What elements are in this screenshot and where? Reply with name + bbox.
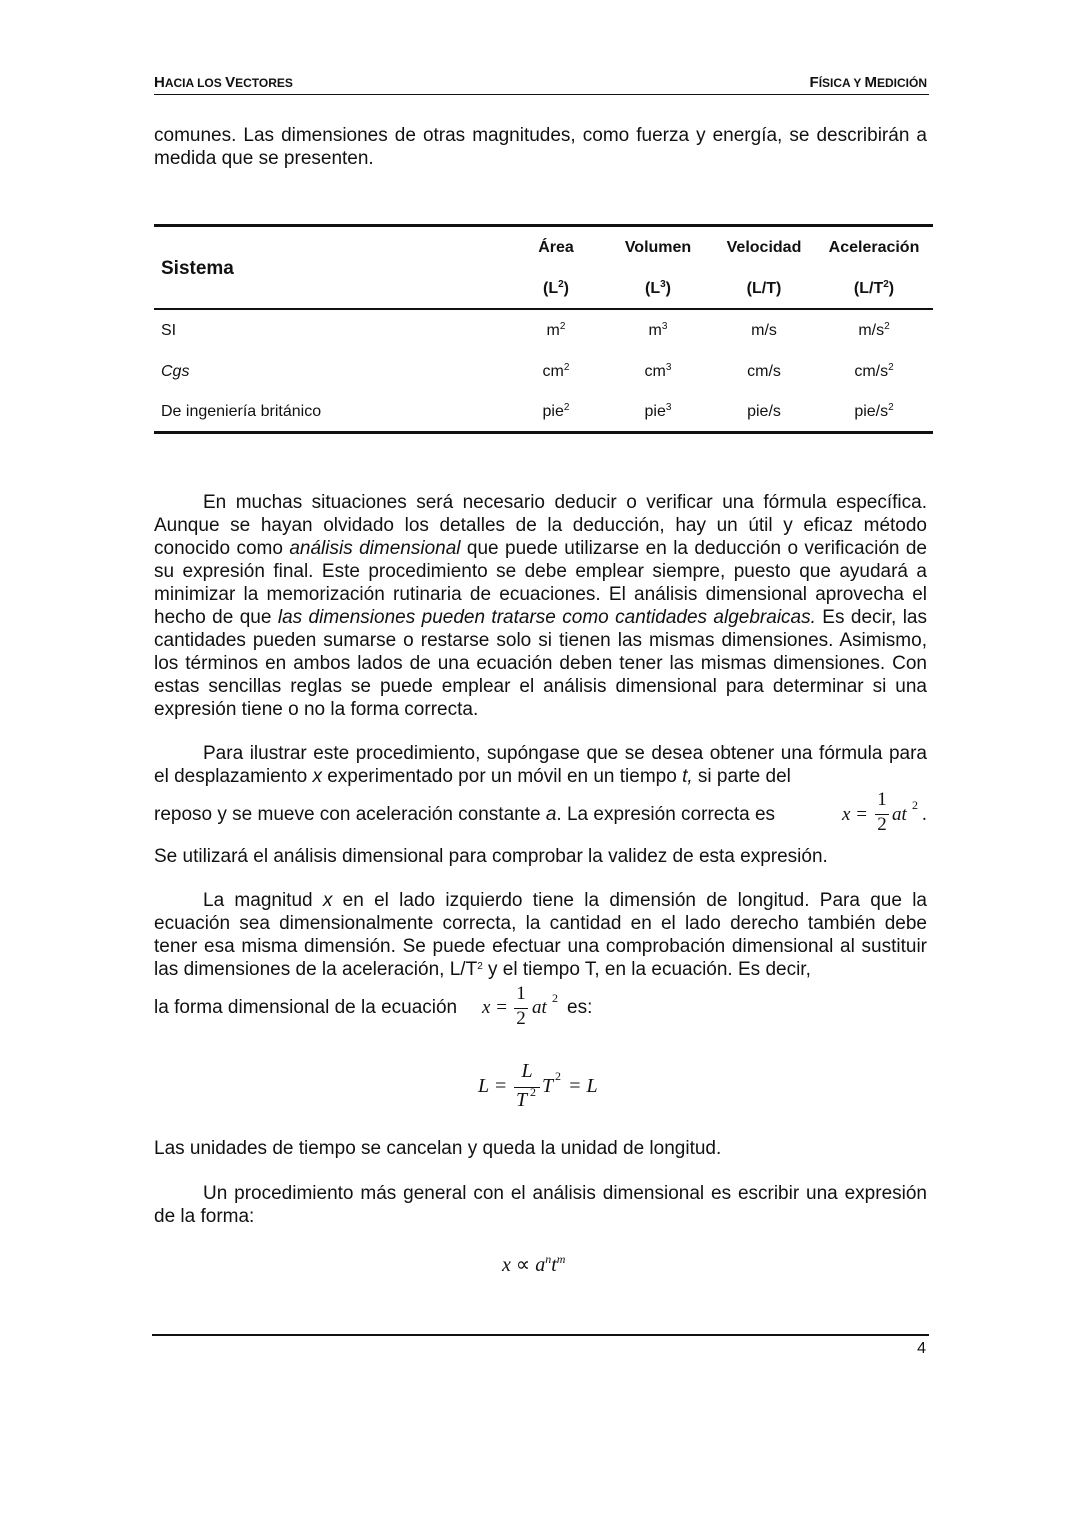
text-line: reposo y se mueve con aceleración constante a. La expresión correcta es [154, 804, 776, 825]
paragraph-magnitude-line-eq: la forma dimensional de la ecuación x = 1 2 at 2 es: [154, 983, 593, 1029]
equation-proportionality: $x \propto a^nt^m$ [502, 1252, 566, 1276]
table-cell: $m^2$ [546, 321, 566, 339]
column-name-velocity: Velocidad [726, 239, 802, 256]
intro-paragraph: comunes. Las dimensiones de otras magnitudes, como fuerza y energía, se describirán a medida que se presenten. [154, 125, 927, 169]
table-cell: pie$^3$ [644, 402, 672, 420]
paragraph-illustration-line3: Se utilizará el análisis dimensional para comprobar la validez de esta expresión. [154, 846, 828, 867]
table-header-rule [154, 308, 933, 310]
table-row-header: Sistema [161, 258, 234, 279]
table-bottom-rule [154, 431, 933, 434]
column-dim-volume: $(L^3)$ [645, 279, 671, 297]
paragraph-magnitude-x: La magnitud x en el lado izquierdo tiene la dimensión de longitud. Para que la ecuación sea dimensionalmente correcta, la cantidad en el lado derecho también debe tener esa misma dimensión. Se puede efectuar una comprobación dimensional al sustituir las dimensiones de la aceleración, $L/T^2$ y el tiempo T, en la ecuación. Es decir, [154, 890, 928, 980]
table-row-label: De ingeniería británico [161, 403, 322, 420]
column-name-area: Área [538, 239, 574, 256]
table-cell: pie/s [747, 403, 781, 420]
table-row-label: SI [161, 322, 177, 339]
column-dim-acceleration: $(L/T^2)$ [853, 279, 895, 297]
text-line: es: [567, 997, 593, 1018]
table-cell: $m^3$ [648, 321, 668, 339]
table-cell: $cm^2$ [542, 362, 570, 380]
table-top-rule [154, 224, 933, 227]
column-dim-area: $(L^2)$ [543, 279, 569, 297]
column-name-volume: Volumen [624, 239, 692, 256]
footer-rule [152, 1334, 929, 1336]
table-cell: $m/s^2$ [858, 321, 890, 339]
table-row-label: Cgs [161, 363, 190, 380]
header-left-title: HACIA LOS VECTORES [154, 74, 293, 91]
table-cell: cm/s [747, 363, 781, 380]
page-number: 4 [917, 1340, 926, 1357]
table-cell: pie$^2$ [542, 402, 570, 420]
column-name-acceleration: Aceleración [828, 239, 920, 256]
equation-length-check: L = L T 2 T 2 = L [478, 1060, 598, 1111]
header-right-title: FÍSICA Y MEDICIÓN [809, 74, 927, 91]
table-cell: m/s [751, 322, 777, 339]
paragraph-dimensional-analysis: En muchas situaciones será necesario deducir o verificar una fórmula específica. Aunque se hayan olvidado los detalles de la deducción, hay un útil y eficaz método conocido como análisis dimensional que puede utilizarse en la deducción o verificación de su expresión final. Este procedimiento se debe emplear siempre, puesto que ayudará a minimizar la memorización rutinaria de ecuaciones. El análisis dimensional aprovecha el hecho de que las dimensiones pueden tratarse como cantidades algebraicas. Es decir, las cantidades pueden sumarse o restarse solo si tienen las mismas dimensiones. Asimismo, los términos en ambos lados de una ecuación deben tener las mismas dimensiones. Con estas sencillas reglas se puede emplear el análisis dimensional para determinar si una expresión tiene o no la forma correcta. [154, 492, 927, 720]
paragraph-illustration: Para ilustrar este procedimiento, supóngase que se desea obtener una fórmula para el desplazamiento x experimentado por un móvil en un tiempo t, si parte del [154, 743, 927, 787]
paragraph-illustration-line2: reposo y se mueve con aceleración constante a. La expresión correcta es x = 1 2 at 2 . [154, 789, 927, 835]
running-header [154, 72, 929, 95]
table-cell: $cm^3$ [644, 362, 672, 380]
table-cell: $cm/s^2$ [854, 362, 894, 380]
text-line: la forma dimensional de la ecuación [154, 997, 458, 1018]
column-dim-velocity: (L/T) [746, 280, 782, 297]
paragraph-general-procedure: Un procedimiento más general con el análisis dimensional es escribir una expresión de la forma: [154, 1183, 927, 1227]
paragraph-time-cancel: Las unidades de tiempo se cancelan y queda la unidad de longitud. [154, 1138, 722, 1159]
table-cell: pie/$s^2$ [854, 402, 894, 420]
